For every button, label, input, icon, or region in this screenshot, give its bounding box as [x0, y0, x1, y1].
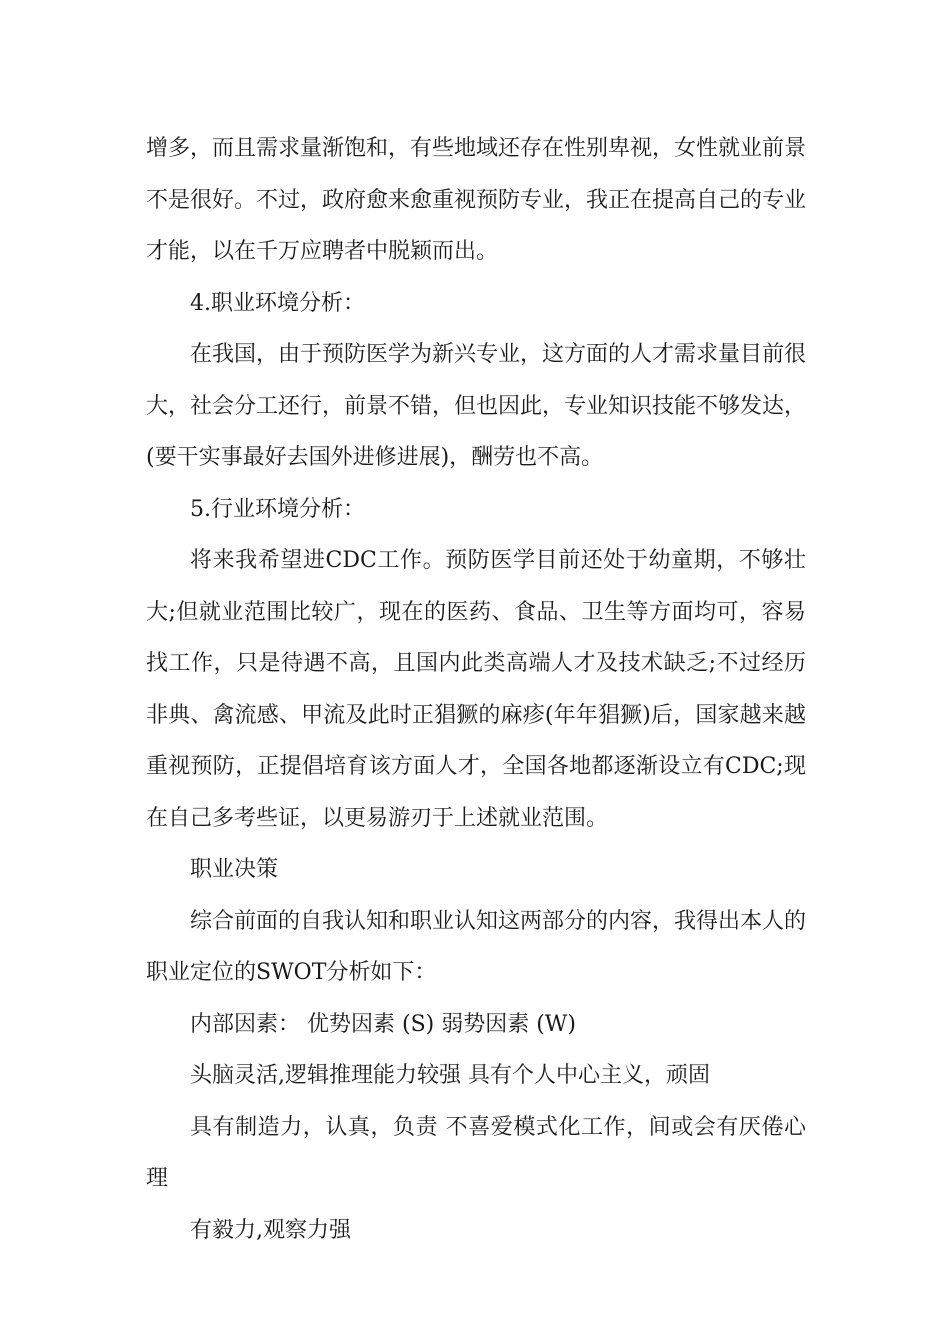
- heading-industry-environment: 5.行业环境分析：: [190, 496, 365, 522]
- swot-line-2: 具有制造力，认真，负责 不喜爱模式化工作，间或会有厌倦心理: [146, 1114, 806, 1191]
- paragraph-swot-intro: 综合前面的自我认知和职业认知这两部分的内容，我得出本人的职业定位的SWOT分析如下：: [146, 908, 807, 985]
- document-page: [146, 123, 806, 1256]
- paragraph-career-outlook: 增多，而且需求量渐饱和，有些地域还存在性别卑视，女性就业前景不是很好。不过，政府愈来愈重视预防专业，我正在提高自己的专业才能，以在千万应聘者中脱颖而出。: [146, 136, 807, 264]
- paragraph-career-environment: 在我国，由于预防医学为新兴专业，这方面的人才需求量目前很大，社会分工还行，前景不错，但也因此，专业知识技能不够发达，(要干实事最好去国外进修进展)，酬劳也不高。: [146, 342, 807, 470]
- paragraph-industry-environment: 将来我希望进CDC工作。预防医学目前还处于幼童期，不够壮大;但就业范围比较广，现在的医药、食品、卫生等方面均可，容易找工作，只是待遇不高，且国内此类高端人才及技术缺乏;不过经历非典、禽流感、甲流及此时正猖獗的麻疹(年年猖獗)后，国家越来越重视预防，正提倡培育该方面人才，全国各地都逐渐设立有CDC;现在自己多考些证，以更易游刃于上述就业范围。: [146, 548, 806, 831]
- heading-career-environment: 4.职业环境分析：: [190, 290, 365, 316]
- swot-line-1: 头脑灵活,逻辑推理能力较强 具有个人中心主义，顽固: [190, 1063, 710, 1088]
- swot-header-line: 内部因素： 优势因素 (S) 弱势因素 (W): [190, 1011, 576, 1037]
- heading-career-decision: 职业决策: [190, 857, 279, 882]
- swot-line-3: 有毅力,观察力强: [190, 1217, 351, 1243]
